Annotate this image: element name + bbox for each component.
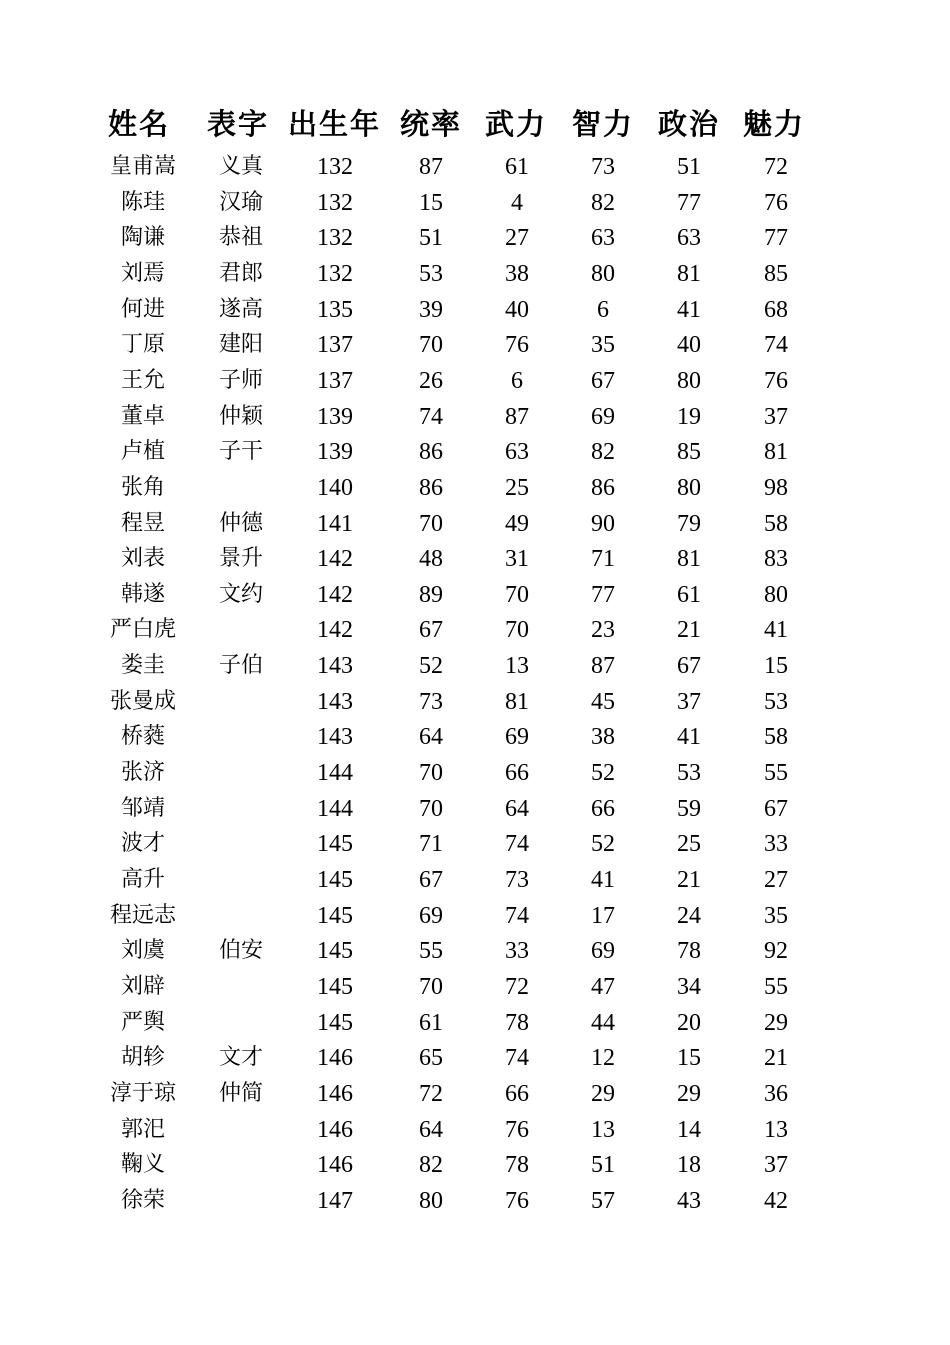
- cell-leadership: 71: [419, 831, 443, 858]
- cell-style-name: [206, 826, 276, 862]
- cell-politics: 29: [677, 1080, 701, 1107]
- cell-charm: 37: [764, 1152, 788, 1179]
- cell-name: 邹靖: [120, 795, 165, 821]
- table-row: [0, 327, 950, 363]
- cell-style-name: [206, 1112, 276, 1148]
- cell-name: 皇甫嵩: [109, 154, 176, 179]
- cell-birth-year: 139: [317, 439, 353, 466]
- table-row: [0, 256, 950, 292]
- table-row: [0, 1112, 950, 1148]
- cell-leadership: 52: [419, 653, 443, 680]
- cell-birth-year: 143: [317, 724, 353, 751]
- table-row: [0, 577, 950, 613]
- cell-name: 程昱: [120, 510, 165, 536]
- cell-strength: 6: [511, 367, 523, 394]
- cell-birth-year: 132: [317, 154, 353, 180]
- cell-charm: 55: [764, 760, 788, 787]
- cell-politics: 79: [677, 510, 701, 537]
- header-birth-year: 出生年: [288, 107, 382, 141]
- cell-birth-year: 140: [317, 474, 353, 501]
- header-politics: 政治: [658, 107, 721, 141]
- cell-charm: 58: [764, 724, 788, 751]
- cell-leadership: 86: [419, 439, 443, 466]
- cell-strength: 74: [505, 902, 529, 929]
- cell-name: 韩遂: [120, 581, 165, 607]
- cell-intelligence: 52: [591, 760, 615, 787]
- cell-birth-year: 135: [317, 296, 353, 323]
- cell-name: 淳于琼: [109, 1080, 176, 1106]
- cell-charm: 33: [764, 831, 788, 858]
- table-row: [0, 470, 950, 506]
- table-row: [0, 399, 950, 435]
- cell-name: 严白虎: [109, 617, 176, 643]
- cell-name: 卢植: [120, 439, 165, 465]
- cell-politics: 14: [677, 1116, 701, 1143]
- cell-politics: 80: [677, 367, 701, 394]
- cell-intelligence: 82: [591, 439, 615, 466]
- cell-strength: 63: [505, 439, 529, 466]
- cell-politics: 20: [677, 1009, 701, 1036]
- cell-intelligence: 80: [591, 260, 615, 287]
- cell-birth-year: 139: [317, 403, 353, 430]
- cell-strength: 64: [505, 795, 529, 822]
- cell-name: 张济: [120, 760, 165, 786]
- cell-strength: 31: [505, 546, 529, 573]
- cell-charm: 77: [764, 225, 788, 252]
- cell-birth-year: 144: [317, 795, 353, 822]
- cell-charm: 36: [764, 1080, 788, 1107]
- cell-style-name: [206, 755, 276, 791]
- header-intelligence: 智力: [572, 107, 635, 141]
- cell-name: 徐荣: [120, 1187, 165, 1213]
- cell-birth-year: 137: [317, 332, 353, 359]
- cell-strength: 74: [505, 831, 529, 858]
- table-row: [0, 1005, 950, 1041]
- cell-name: 董卓: [120, 403, 165, 429]
- cell-leadership: 55: [419, 938, 443, 965]
- cell-style-name: 义真: [218, 154, 263, 179]
- table-row: [0, 969, 950, 1005]
- cell-birth-year: 145: [317, 831, 353, 858]
- cell-intelligence: 63: [591, 225, 615, 252]
- cell-style-name: [206, 898, 276, 934]
- table-row: [0, 612, 950, 648]
- cell-strength: 13: [505, 653, 529, 680]
- cell-politics: 81: [677, 260, 701, 287]
- cell-birth-year: 144: [317, 760, 353, 787]
- header-leadership: 统率: [400, 107, 463, 141]
- table-row: [0, 506, 950, 542]
- cell-birth-year: 132: [317, 260, 353, 287]
- cell-leadership: 89: [419, 581, 443, 608]
- cell-style-name: 仲德: [218, 510, 263, 536]
- table-row: [0, 220, 950, 256]
- cell-politics: 53: [677, 760, 701, 787]
- cell-style-name: [206, 719, 276, 755]
- cell-leadership: 73: [419, 688, 443, 715]
- cell-leadership: 70: [419, 973, 443, 1000]
- cell-intelligence: 12: [591, 1045, 615, 1072]
- cell-strength: 87: [505, 403, 529, 430]
- cell-style-name: 文才: [218, 1045, 263, 1071]
- cell-leadership: 70: [419, 510, 443, 537]
- cell-name: 严舆: [120, 1009, 165, 1035]
- cell-politics: 21: [677, 867, 701, 893]
- table-row: [0, 1040, 950, 1076]
- cell-strength: 49: [505, 510, 529, 537]
- cell-intelligence: 51: [591, 1152, 615, 1179]
- cell-style-name: [206, 684, 276, 720]
- cell-birth-year: 142: [317, 546, 353, 573]
- cell-politics: 34: [677, 973, 701, 1000]
- cell-politics: 21: [677, 617, 701, 644]
- cell-intelligence: 82: [591, 189, 615, 216]
- cell-politics: 24: [677, 902, 701, 929]
- cell-intelligence: 69: [591, 403, 615, 430]
- cell-strength: 69: [505, 724, 529, 751]
- cell-charm: 58: [764, 510, 788, 537]
- cell-strength: 73: [505, 867, 529, 893]
- cell-name: 张曼成: [109, 688, 176, 714]
- cell-politics: 41: [677, 724, 701, 751]
- cell-strength: 70: [505, 617, 529, 644]
- cell-strength: 38: [505, 260, 529, 287]
- cell-style-name: [206, 1183, 276, 1219]
- cell-charm: 55: [764, 973, 788, 1000]
- cell-charm: 53: [764, 688, 788, 715]
- table-row: [0, 791, 950, 827]
- cell-birth-year: 145: [317, 1009, 353, 1036]
- cell-name: 刘焉: [120, 260, 165, 286]
- cell-politics: 78: [677, 938, 701, 965]
- cell-leadership: 53: [419, 260, 443, 287]
- cell-strength: 72: [505, 973, 529, 1000]
- cell-leadership: 51: [419, 225, 443, 252]
- cell-charm: 35: [764, 902, 788, 929]
- cell-name: 陶谦: [120, 225, 165, 251]
- cell-name: 何进: [120, 296, 165, 322]
- cell-charm: 41: [764, 617, 788, 644]
- cell-style-name: 君郎: [218, 260, 263, 286]
- cell-politics: 61: [677, 581, 701, 608]
- cell-intelligence: 87: [591, 653, 615, 680]
- cell-style-name: 子干: [218, 439, 263, 465]
- cell-style-name: 伯安: [218, 938, 263, 964]
- cell-style-name: 遂高: [218, 296, 263, 322]
- cell-charm: 37: [764, 403, 788, 430]
- cell-birth-year: 143: [317, 688, 353, 715]
- cell-charm: 29: [764, 1009, 788, 1036]
- cell-charm: 13: [764, 1116, 788, 1143]
- cell-style-name: 建阳: [218, 332, 263, 358]
- cell-leadership: 67: [419, 867, 443, 893]
- cell-birth-year: 137: [317, 367, 353, 394]
- cell-charm: 68: [764, 296, 788, 323]
- table-row: [0, 933, 950, 969]
- cell-strength: 76: [505, 1187, 529, 1214]
- cell-intelligence: 71: [591, 546, 615, 573]
- cell-intelligence: 35: [591, 332, 615, 359]
- cell-intelligence: 69: [591, 938, 615, 965]
- cell-intelligence: 45: [591, 688, 615, 715]
- cell-leadership: 86: [419, 474, 443, 501]
- cell-style-name: [206, 1147, 276, 1183]
- cell-strength: 78: [505, 1009, 529, 1036]
- cell-style-name: [206, 612, 276, 648]
- table-row: [0, 185, 950, 221]
- cell-name: 桥蕤: [120, 724, 165, 750]
- table-row: [0, 719, 950, 755]
- cell-leadership: 69: [419, 902, 443, 929]
- cell-politics: 37: [677, 688, 701, 715]
- cell-strength: 66: [505, 1080, 529, 1107]
- cell-charm: 15: [764, 653, 788, 680]
- cell-birth-year: 145: [317, 867, 353, 893]
- cell-name: 张角: [120, 474, 165, 500]
- cell-intelligence: 23: [591, 617, 615, 644]
- cell-name: 丁原: [120, 332, 165, 358]
- table-row: [0, 862, 950, 898]
- table-row: [0, 1076, 950, 1112]
- cell-name: 胡轸: [120, 1045, 165, 1071]
- cell-intelligence: 38: [591, 724, 615, 751]
- cell-leadership: 64: [419, 1116, 443, 1143]
- header-style-name: 表字: [207, 107, 270, 141]
- cell-politics: 40: [677, 332, 701, 359]
- cell-style-name: 子伯: [218, 653, 263, 679]
- cell-intelligence: 66: [591, 795, 615, 822]
- cell-strength: 70: [505, 581, 529, 608]
- cell-charm: 85: [764, 260, 788, 287]
- cell-politics: 51: [677, 154, 701, 180]
- cell-strength: 81: [505, 688, 529, 715]
- cell-style-name: 仲简: [218, 1080, 263, 1106]
- table-row: [0, 434, 950, 470]
- table-row: [0, 541, 950, 577]
- cell-leadership: 70: [419, 760, 443, 787]
- cell-intelligence: 41: [591, 867, 615, 893]
- cell-intelligence: 47: [591, 973, 615, 1000]
- header-strength: 武力: [485, 107, 548, 141]
- table-row: [0, 363, 950, 399]
- cell-name: 高升: [120, 867, 165, 892]
- cell-intelligence: 77: [591, 581, 615, 608]
- cell-leadership: 70: [419, 795, 443, 822]
- cell-strength: 76: [505, 332, 529, 359]
- cell-birth-year: 145: [317, 902, 353, 929]
- cell-name: 程远志: [109, 902, 176, 928]
- cell-birth-year: 142: [317, 617, 353, 644]
- cell-charm: 92: [764, 938, 788, 965]
- cell-birth-year: 146: [317, 1080, 353, 1107]
- table-row: [0, 292, 950, 328]
- cell-strength: 78: [505, 1152, 529, 1179]
- cell-leadership: 65: [419, 1045, 443, 1072]
- cell-intelligence: 52: [591, 831, 615, 858]
- cell-charm: 72: [764, 154, 788, 180]
- header-charm: 魅力: [743, 107, 806, 141]
- cell-name: 波才: [120, 831, 165, 857]
- cell-intelligence: 86: [591, 474, 615, 501]
- cell-politics: 67: [677, 653, 701, 680]
- cell-charm: 21: [764, 1045, 788, 1072]
- cell-birth-year: 145: [317, 938, 353, 965]
- cell-charm: 76: [764, 189, 788, 216]
- cell-leadership: 67: [419, 617, 443, 644]
- cell-intelligence: 29: [591, 1080, 615, 1107]
- cell-leadership: 26: [419, 367, 443, 394]
- cell-style-name: [206, 969, 276, 1005]
- cell-leadership: 87: [419, 154, 443, 180]
- cell-intelligence: 67: [591, 367, 615, 394]
- cell-intelligence: 44: [591, 1009, 615, 1036]
- cell-leadership: 39: [419, 296, 443, 323]
- table-row: [0, 1147, 950, 1183]
- table-row: [0, 1183, 950, 1219]
- cell-intelligence: 90: [591, 510, 615, 537]
- cell-birth-year: 141: [317, 510, 353, 537]
- table-row: [0, 684, 950, 720]
- cell-birth-year: 146: [317, 1045, 353, 1072]
- cell-leadership: 70: [419, 332, 443, 359]
- cell-intelligence: 17: [591, 902, 615, 929]
- cell-politics: 81: [677, 546, 701, 573]
- cell-birth-year: 146: [317, 1116, 353, 1143]
- cell-charm: 98: [764, 474, 788, 501]
- cell-politics: 43: [677, 1187, 701, 1214]
- cell-leadership: 82: [419, 1152, 443, 1179]
- cell-strength: 27: [505, 225, 529, 252]
- cell-intelligence: 73: [591, 154, 615, 180]
- cell-politics: 19: [677, 403, 701, 430]
- cell-birth-year: 143: [317, 653, 353, 680]
- cell-leadership: 80: [419, 1187, 443, 1214]
- cell-strength: 74: [505, 1045, 529, 1072]
- cell-politics: 15: [677, 1045, 701, 1072]
- cell-name: 刘表: [120, 546, 165, 572]
- table-row: [0, 898, 950, 934]
- cell-name: 陈珪: [120, 189, 165, 215]
- cell-charm: 76: [764, 367, 788, 394]
- cell-charm: 80: [764, 581, 788, 608]
- cell-style-name: 子师: [218, 367, 263, 393]
- cell-strength: 25: [505, 474, 529, 501]
- cell-name: 刘辟: [120, 973, 165, 999]
- cell-charm: 27: [764, 867, 788, 893]
- cell-style-name: [206, 791, 276, 827]
- cell-politics: 63: [677, 225, 701, 252]
- cell-style-name: [206, 862, 276, 898]
- cell-politics: 80: [677, 474, 701, 501]
- cell-strength: 40: [505, 296, 529, 323]
- cell-strength: 76: [505, 1116, 529, 1143]
- cell-strength: 4: [511, 189, 523, 216]
- table-row: [0, 648, 950, 684]
- cell-charm: 74: [764, 332, 788, 359]
- cell-leadership: 72: [419, 1080, 443, 1107]
- cell-birth-year: 145: [317, 973, 353, 1000]
- cell-name: 郭汜: [120, 1116, 165, 1142]
- cell-politics: 41: [677, 296, 701, 323]
- cell-name: 王允: [120, 367, 165, 393]
- cell-name: 刘虞: [120, 938, 165, 964]
- cell-style-name: 仲颖: [218, 403, 263, 429]
- cell-intelligence: 6: [597, 296, 609, 323]
- cell-style-name: 景升: [218, 546, 263, 572]
- cell-politics: 77: [677, 189, 701, 216]
- table-row: [0, 149, 950, 185]
- cell-style-name: 文约: [218, 581, 263, 607]
- cell-name: 鞠义: [120, 1152, 165, 1178]
- cell-politics: 25: [677, 831, 701, 858]
- cell-politics: 85: [677, 439, 701, 466]
- cell-style-name: [206, 470, 276, 506]
- cell-politics: 18: [677, 1152, 701, 1179]
- cell-charm: 67: [764, 795, 788, 822]
- cell-leadership: 15: [419, 189, 443, 216]
- cell-leadership: 48: [419, 546, 443, 573]
- header-name: 姓名: [108, 107, 171, 141]
- cell-charm: 83: [764, 546, 788, 573]
- cell-charm: 42: [764, 1187, 788, 1214]
- cell-leadership: 74: [419, 403, 443, 430]
- table-row: [0, 755, 950, 791]
- cell-politics: 59: [677, 795, 701, 822]
- cell-strength: 33: [505, 938, 529, 965]
- cell-birth-year: 132: [317, 225, 353, 252]
- cell-birth-year: 146: [317, 1152, 353, 1179]
- cell-strength: 61: [505, 154, 529, 180]
- cell-intelligence: 57: [591, 1187, 615, 1214]
- cell-style-name: 汉瑜: [218, 189, 263, 215]
- cell-leadership: 61: [419, 1009, 443, 1036]
- cell-birth-year: 147: [317, 1187, 353, 1214]
- cell-style-name: [206, 1005, 276, 1041]
- cell-birth-year: 132: [317, 189, 353, 216]
- cell-leadership: 64: [419, 724, 443, 751]
- cell-birth-year: 142: [317, 581, 353, 608]
- table-row: [0, 826, 950, 862]
- cell-strength: 66: [505, 760, 529, 787]
- cell-intelligence: 13: [591, 1116, 615, 1143]
- cell-style-name: 恭祖: [218, 225, 263, 251]
- cell-charm: 81: [764, 439, 788, 466]
- cell-name: 娄圭: [120, 653, 165, 679]
